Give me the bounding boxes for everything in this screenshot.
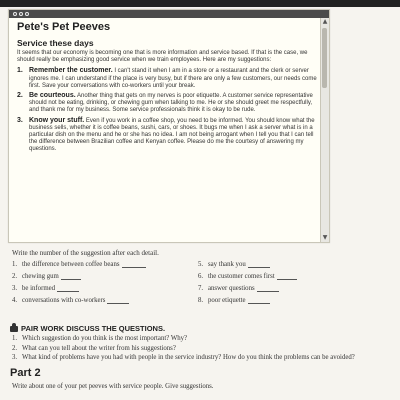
part2-instruction: Write about one of your pet peeves with service people. Give suggestions. — [12, 383, 214, 390]
pairwork-heading: PAIR WORK DISCUSS THE QUESTIONS. — [10, 324, 165, 333]
window-control-icon[interactable] — [25, 12, 29, 16]
suggestion-number: 3. — [17, 116, 23, 124]
exercise-instruction: Write the number of the suggestion after each detail. — [12, 249, 159, 257]
answer-blank[interactable] — [57, 285, 79, 292]
article-body — [17, 38, 317, 156]
suggestion-lead: Remember the customer. — [29, 67, 113, 75]
suggestion-text: Another thing that gets on my nerves is poor etiquette. A customer service representative should not be eating, drinking, or chewing gum when talking to me. He or she should greet me respectfully, and thank me for my business. Some service professionals think it is okay to be rude. — [29, 93, 313, 114]
scroll-thumb[interactable] — [322, 28, 327, 88]
suggestion-number: 1. — [17, 67, 23, 75]
scrollbar[interactable] — [320, 18, 329, 242]
article-subhead: Service these days — [17, 38, 94, 48]
article-intro: It seems that our economy is becoming one that is more information and service based. If that is the case, we should really be emphasizing good service when we train employees. Here are my suggestions: — [17, 50, 308, 64]
suggestion-item — [17, 92, 317, 115]
exercise-item: 1. the difference between coffee beans — [12, 261, 198, 273]
suggestion-text: Even if you work in a coffee shop, you need to be informed. You should know what the business sells, whether it is coffee beans, sushi, cars, or shoes. It bugs me when I ask a server what is in a particular dish on the menu and he or she has no idea. I am not being arrogant when I tell you that I can tell the difference between Brazilian coffee and Kenyan coffee. Please do me the courtesy of answering my questions. — [29, 117, 315, 153]
suggestion-lead: Know your stuff. — [29, 116, 85, 124]
exercise-item: 7. answer questions — [198, 285, 384, 297]
exercise-item: 8. poor etiquette — [198, 297, 384, 309]
suggestion-item — [17, 67, 317, 90]
part2-heading: Part 2 — [10, 367, 41, 379]
answer-blank[interactable] — [61, 273, 81, 280]
suggestion-item — [17, 117, 317, 154]
window-control-icon[interactable] — [13, 12, 17, 16]
answer-blank[interactable] — [107, 297, 129, 304]
window-control-icon[interactable] — [19, 12, 23, 16]
question-item: 3. What kind of problems have you had with people in the service industry? How do you think the problems can be avoided? — [12, 354, 355, 361]
answer-blank[interactable] — [277, 273, 297, 280]
exercise-item: 3. be informed — [12, 285, 198, 297]
discussion-questions — [12, 335, 392, 364]
exercise-item: 4. conversations with co-workers — [12, 297, 198, 309]
article-title: Pete's Pet Peeves — [17, 21, 111, 33]
top-bar — [0, 0, 400, 7]
exercise-item: 6. the customer comes first — [198, 273, 384, 285]
answer-blank[interactable] — [257, 285, 279, 292]
suggestion-number: 2. — [17, 92, 23, 100]
exercise-grid — [12, 261, 392, 309]
answer-blank[interactable] — [248, 297, 270, 304]
answer-blank[interactable] — [122, 261, 146, 268]
exercise-item: 2. chewing gum — [12, 273, 198, 285]
suggestion-text: I can't stand it when I am in a store or a restaurant and the clerk or server ignores me. I can understand if the place is very busy, but if there are only a few customers, our needs come first. Save your conversations with co-workers until your break. — [29, 68, 317, 89]
exercise-item: 5. say thank you — [198, 261, 384, 273]
window-titlebar — [9, 10, 329, 18]
scroll-up-icon[interactable]: ▲ — [322, 18, 328, 25]
article-window — [8, 9, 330, 243]
question-item: 1. Which suggestion do you think is the most important? Why? — [12, 335, 188, 342]
pairwork-icon — [10, 326, 18, 332]
scroll-down-icon[interactable]: ▼ — [322, 234, 328, 241]
suggestion-lead: Be courteous. — [29, 92, 76, 100]
answer-blank[interactable] — [248, 261, 270, 268]
question-item: 2. What can you tell about the writer from his suggestions? — [12, 344, 176, 352]
